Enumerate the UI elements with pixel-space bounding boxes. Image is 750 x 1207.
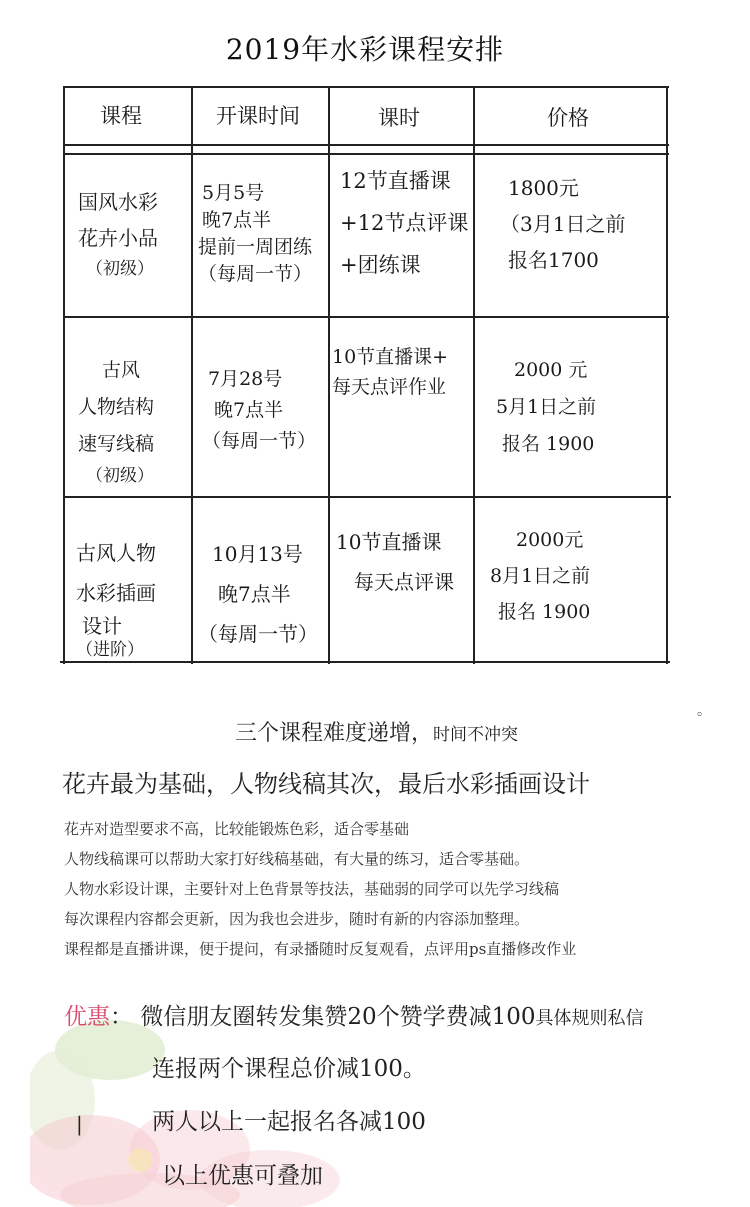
table-col-divider-2 bbox=[328, 86, 330, 664]
promo-offer-1-tail: 具体规则私信 bbox=[535, 1008, 644, 1029]
row3-course-level: （进阶） bbox=[76, 640, 144, 660]
table-border-header bbox=[63, 144, 669, 146]
promo-stackable-note: 以上优惠可叠加 bbox=[162, 1163, 323, 1189]
row3-time-date: 10月13号 bbox=[212, 542, 303, 566]
row2-time bbox=[202, 364, 316, 457]
row1-time-freq: （每周一节） bbox=[198, 263, 313, 285]
row2-course-line1: 古风 bbox=[102, 359, 141, 381]
table-border-top bbox=[63, 86, 669, 88]
row2-hours-line2: 每天点评作业 bbox=[332, 376, 447, 398]
row3-course-line3: 设计 bbox=[82, 614, 122, 638]
difficulty-headline-tail: 时间不冲突 bbox=[433, 725, 519, 745]
promo-colon: ： bbox=[110, 1004, 133, 1030]
row1-hours-line1: 12节直播课 bbox=[340, 169, 451, 193]
header-time: 开课时间 bbox=[216, 104, 300, 128]
row3-hours-line1: 10节直播课 bbox=[336, 530, 442, 554]
row3-course-line1: 古风人物 bbox=[76, 541, 156, 565]
row2-time-freq: （每周一节） bbox=[202, 430, 317, 452]
row3-hours bbox=[336, 522, 454, 602]
table-col-divider-1 bbox=[191, 86, 193, 664]
promo-bar-mark: | bbox=[76, 1112, 83, 1136]
table-col-divider-3 bbox=[473, 86, 475, 664]
row2-course bbox=[78, 352, 154, 489]
table-border-row1 bbox=[65, 153, 669, 155]
row2-course-level: （初级） bbox=[86, 466, 154, 486]
promo-offer-3: 两人以上一起报名各减100 bbox=[152, 1109, 426, 1135]
header-hours: 课时 bbox=[378, 106, 420, 130]
promo-offer-1: 微信朋友圈转发集赞20个赞学费减100 bbox=[140, 1004, 536, 1030]
table-border-right bbox=[666, 86, 668, 664]
row1-course-line1: 国风水彩 bbox=[78, 190, 158, 214]
row3-price-amount: 2000元 bbox=[516, 529, 584, 551]
header-price: 价格 bbox=[547, 106, 589, 130]
row1-price bbox=[500, 170, 625, 278]
row1-hours bbox=[340, 160, 468, 286]
row1-time-hour: 晚7点半 bbox=[202, 209, 272, 231]
note-item: 每次课程内容都会更新，因为我也会进步，随时有新的内容添加整理。 bbox=[64, 910, 530, 928]
course-notes bbox=[64, 814, 576, 964]
row1-time-note: 提前一周团练 bbox=[198, 236, 313, 258]
promo-line-1 bbox=[64, 998, 643, 1031]
row1-price-early: 报名1700 bbox=[508, 248, 599, 272]
row1-price-deadline: （3月1日之前 bbox=[500, 212, 626, 236]
row1-price-amount: 1800元 bbox=[508, 176, 579, 200]
row2-course-line2: 人物结构 bbox=[78, 396, 155, 418]
row3-price-early: 报名 1900 bbox=[498, 601, 591, 623]
table-border-bottom bbox=[60, 661, 670, 663]
stray-dot: 。 bbox=[697, 703, 711, 719]
table-border-row2 bbox=[63, 316, 669, 318]
note-item: 人物水彩设计课，主要针对上色背景等技法，基础弱的同学可以先学习线稿 bbox=[64, 880, 560, 898]
difficulty-headline bbox=[235, 716, 518, 747]
row1-course-line2: 花卉小品 bbox=[78, 226, 158, 250]
row3-hours-line2: 每天点评课 bbox=[354, 570, 454, 594]
row3-course-line2: 水彩插画 bbox=[76, 581, 156, 605]
row3-time-hour: 晚7点半 bbox=[218, 582, 291, 606]
difficulty-headline-main: 三个课程难度递增， bbox=[235, 721, 434, 746]
row2-course-line3: 速写线稿 bbox=[78, 433, 155, 455]
row1-time-date: 5月5号 bbox=[202, 182, 265, 204]
row1-course-level: （初级） bbox=[86, 259, 154, 279]
promo-label: 优惠 bbox=[64, 1004, 110, 1030]
header-course: 课程 bbox=[100, 104, 142, 128]
row2-price-deadline: 5月1日之前 bbox=[496, 396, 597, 418]
row3-price-deadline: 8月1日之前 bbox=[490, 565, 591, 587]
page-title: 2019年水彩课程安排 bbox=[225, 33, 505, 66]
row2-hours-line1: 10节直播课+ bbox=[332, 346, 449, 368]
row1-hours-line3: +团练课 bbox=[340, 253, 421, 277]
row3-time-freq: （每周一节） bbox=[198, 622, 318, 646]
row2-price bbox=[496, 352, 596, 463]
order-summary: 花卉最为基础，人物线稿其次，最后水彩插画设计 bbox=[62, 770, 590, 798]
row2-time-hour: 晚7点半 bbox=[214, 399, 284, 421]
row2-price-amount: 2000 元 bbox=[514, 359, 588, 381]
schedule-table bbox=[60, 86, 670, 664]
row3-time bbox=[198, 534, 318, 654]
row1-hours-line2: +12节点评课 bbox=[340, 211, 469, 235]
note-item: 人物线稿课可以帮助大家打好线稿基础，有大量的练习，适合零基础。 bbox=[64, 850, 530, 868]
table-border-row3 bbox=[63, 496, 671, 498]
row1-course bbox=[78, 184, 158, 282]
table-border-left bbox=[63, 86, 65, 664]
row3-price bbox=[490, 522, 590, 630]
row2-time-date: 7月28号 bbox=[208, 368, 283, 390]
promo-offer-2: 连报两个课程总价减100。 bbox=[152, 1056, 426, 1082]
note-item: 花卉对造型要求不高，比较能锻炼色彩，适合零基础 bbox=[64, 820, 410, 838]
row2-hours bbox=[332, 342, 448, 402]
note-item: 课程都是直播讲课，便于提问，有录播随时反复观看，点评用ps直播修改作业 bbox=[64, 940, 577, 958]
row1-time bbox=[198, 180, 312, 288]
row2-price-early: 报名 1900 bbox=[502, 433, 595, 455]
row3-course bbox=[76, 533, 156, 661]
